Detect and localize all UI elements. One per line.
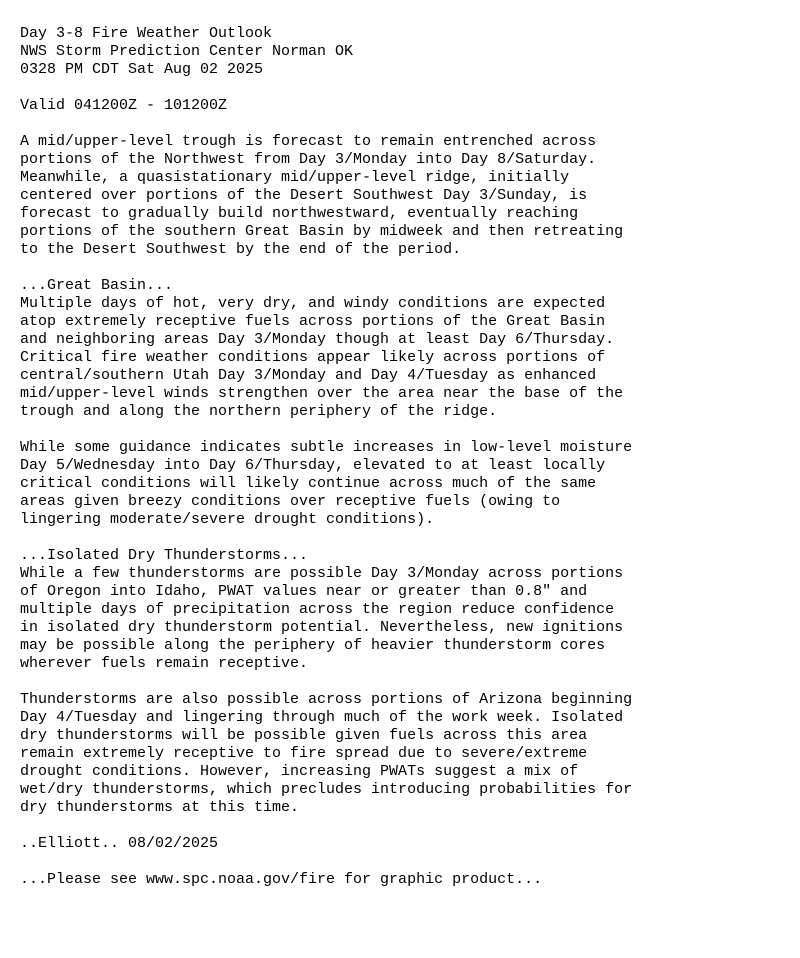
- text-line: multiple days of precipitation across the region reduce confidence: [20, 601, 615, 618]
- text-line: portions of the southern Great Basin by midweek and then retreating: [20, 223, 624, 240]
- great-basin-paragraph-2: [20, 439, 790, 529]
- text-line: Meanwhile, a quasistationary mid/upper-level ridge, initially: [20, 169, 570, 186]
- text-line: centered over portions of the Desert Southwest Day 3/Sunday, is: [20, 187, 588, 204]
- text-line: critical conditions will likely continue across much of the same: [20, 475, 597, 492]
- text-line: central/southern Utah Day 3/Monday and Day 4/Tuesday as enhanced: [20, 367, 597, 384]
- text-line: dry thunderstorms at this time.: [20, 799, 300, 816]
- spacer: [20, 853, 790, 871]
- spacer: [20, 817, 790, 835]
- text-line: portions of the Northwest from Day 3/Monday into Day 8/Saturday.: [20, 151, 597, 168]
- spacer: [20, 115, 790, 133]
- text-line: areas given breezy conditions over receptive fuels (owing to: [20, 493, 561, 510]
- product-title: Day 3-8 Fire Weather Outlook: [20, 25, 273, 42]
- text-line: Critical fire weather conditions appear likely across portions of: [20, 349, 606, 366]
- text-line: to the Desert Southwest by the end of the period.: [20, 241, 462, 258]
- text-line: Multiple days of hot, very dry, and windy conditions are expected: [20, 295, 606, 312]
- text-line: of Oregon into Idaho, PWAT values near or greater than 0.8" and: [20, 583, 588, 600]
- forecaster-signature: ..Elliott.. 08/02/2025: [20, 835, 219, 852]
- text-line: and neighboring areas Day 3/Monday though at least Day 6/Thursday.: [20, 331, 615, 348]
- graphic-product-note: ...Please see www.spc.noaa.gov/fire for graphic product...: [20, 871, 543, 888]
- text-line: in isolated dry thunderstorm potential. Nevertheless, new ignitions: [20, 619, 624, 636]
- issue-time: 0328 PM CDT Sat Aug 02 2025: [20, 61, 264, 78]
- spacer: [20, 673, 790, 691]
- spacer: [20, 421, 790, 439]
- text-line: wet/dry thunderstorms, which precludes introducing probabilities for: [20, 781, 633, 798]
- dry-thunderstorms-paragraph-1: [20, 565, 790, 673]
- text-line: While some guidance indicates subtle increases in low-level moisture: [20, 439, 633, 456]
- text-line: mid/upper-level winds strengthen over the area near the base of the: [20, 385, 624, 402]
- synopsis-paragraph: [20, 133, 790, 259]
- text-line: may be possible along the periphery of heavier thunderstorm cores: [20, 637, 606, 654]
- text-line: wherever fuels remain receptive.: [20, 655, 309, 672]
- dry-thunderstorms-paragraph-2: [20, 691, 790, 817]
- valid-period: Valid 041200Z - 101200Z: [20, 97, 228, 114]
- text-line: dry thunderstorms will be possible given fuels across this area: [20, 727, 588, 744]
- spacer: [20, 79, 790, 97]
- spacer: [20, 529, 790, 547]
- issuing-office: NWS Storm Prediction Center Norman OK: [20, 43, 354, 60]
- text-line: Day 5/Wednesday into Day 6/Thursday, elevated to at least locally: [20, 457, 606, 474]
- text-line: drought conditions. However, increasing PWATs suggest a mix of: [20, 763, 579, 780]
- great-basin-paragraph-1: [20, 295, 790, 421]
- text-line: remain extremely receptive to fire spread due to severe/extreme: [20, 745, 588, 762]
- section-heading-great-basin: ...Great Basin...: [20, 277, 174, 294]
- text-line: Day 4/Tuesday and lingering through much of the work week. Isolated: [20, 709, 624, 726]
- text-line: trough and along the northern periphery of the ridge.: [20, 403, 498, 420]
- text-line: lingering moderate/severe drought conditions).: [20, 511, 435, 528]
- text-line: While a few thunderstorms are possible Day 3/Monday across portions: [20, 565, 624, 582]
- text-line: atop extremely receptive fuels across portions of the Great Basin: [20, 313, 606, 330]
- text-line: Thunderstorms are also possible across portions of Arizona beginning: [20, 691, 633, 708]
- text-line: A mid/upper-level trough is forecast to remain entrenched across: [20, 133, 597, 150]
- section-heading-dry-thunderstorms: ...Isolated Dry Thunderstorms...: [20, 547, 309, 564]
- outlook-text: [20, 25, 790, 889]
- spacer: [20, 259, 790, 277]
- text-line: forecast to gradually build northwestward, eventually reaching: [20, 205, 579, 222]
